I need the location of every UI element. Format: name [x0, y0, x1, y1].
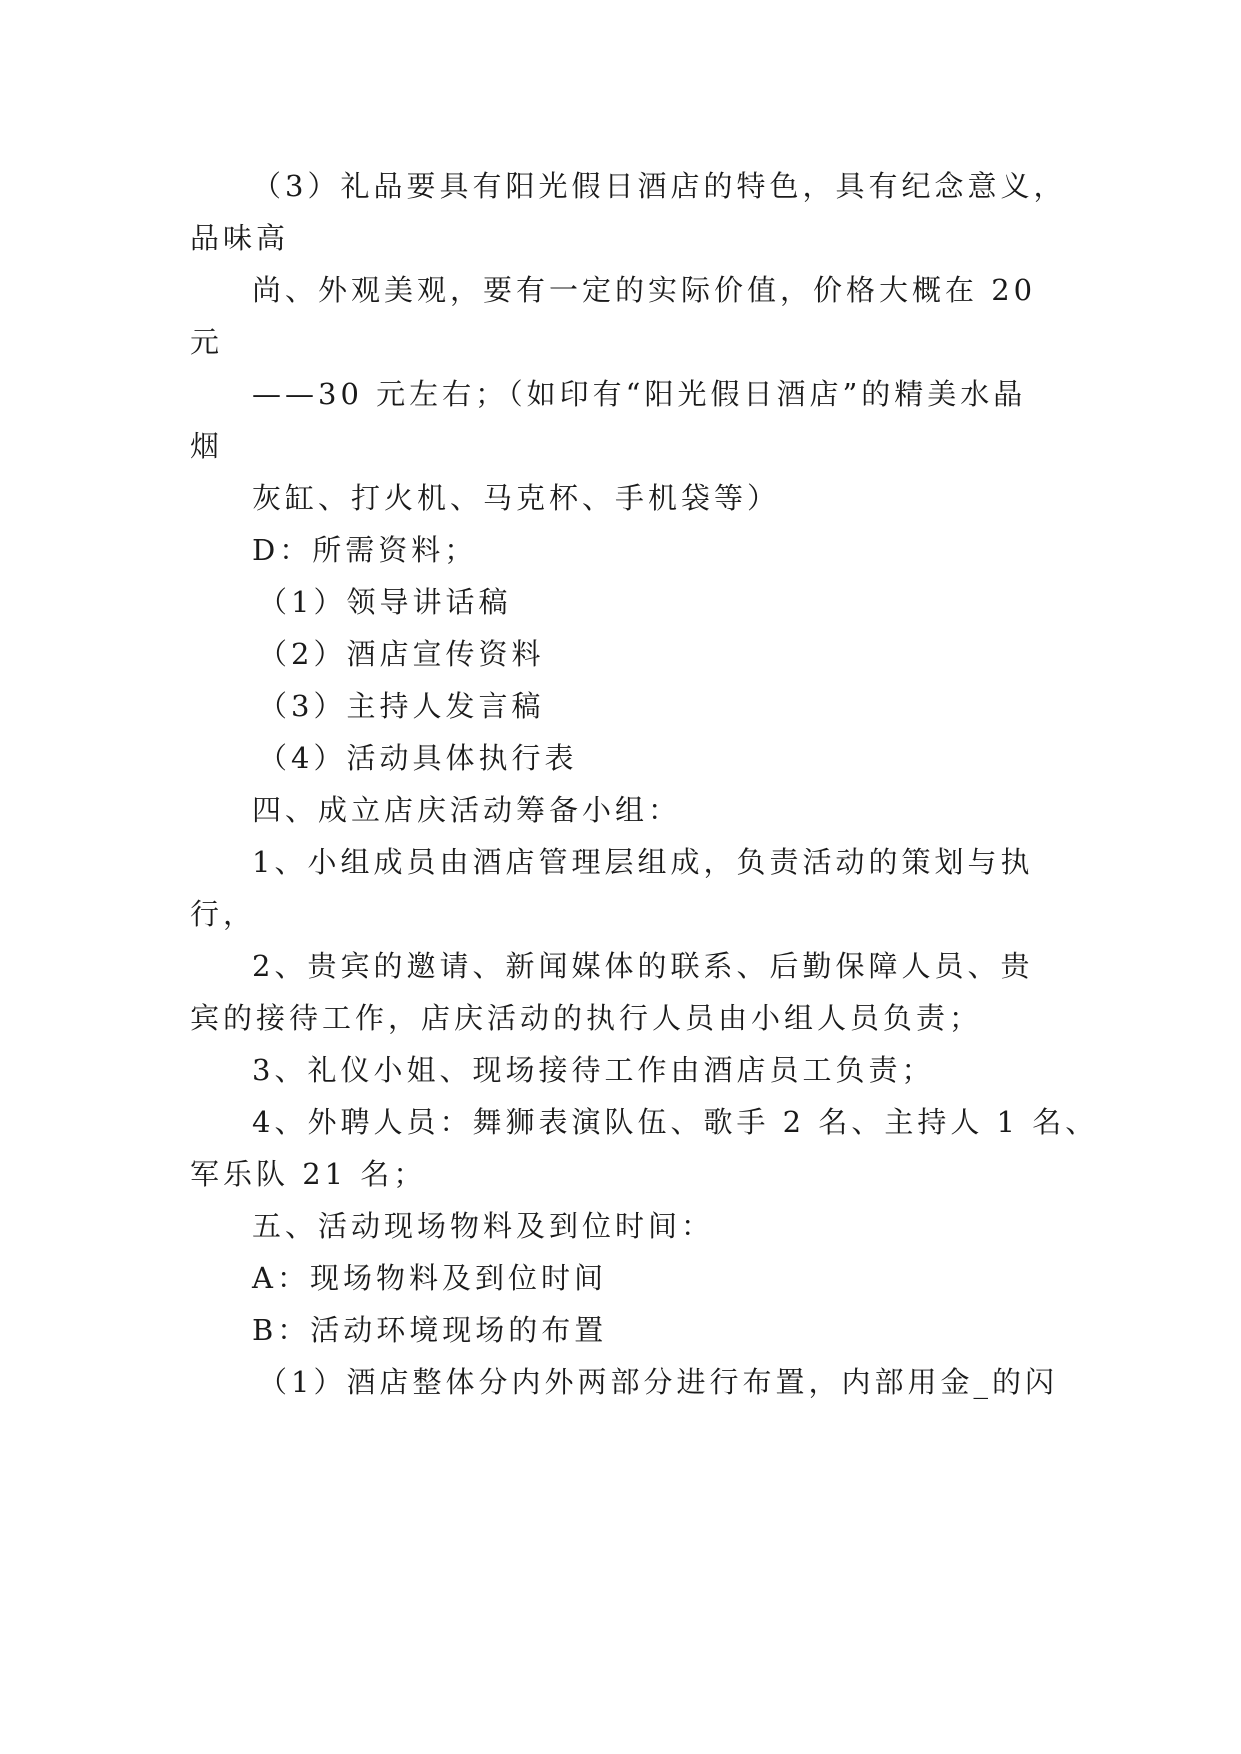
- text-line: 2、贵宾的邀请、新闻媒体的联系、后勤保障人员、贵: [252, 949, 1034, 983]
- text-line: 3、礼仪小姐、现场接待工作由酒店员工负责；: [252, 1053, 935, 1087]
- text-line: 品味高: [190, 221, 290, 255]
- text-line: 尚、外观美观，要有一定的实际价值，价格大概在 20: [252, 273, 1037, 307]
- text-line: 1、小组成员由酒店管理层组成，负责活动的策划与执: [252, 845, 1034, 879]
- text-line: （4）活动具体执行表: [258, 741, 578, 775]
- text-line: （2）酒店宣传资料: [258, 637, 545, 671]
- text-line: A：现场物料及到位时间: [252, 1261, 607, 1295]
- section-heading: 五、活动现场物料及到位时间：: [252, 1209, 715, 1243]
- text-line: ——30 元左右；（如印有“阳光假日酒店”的精美水晶: [252, 377, 1027, 411]
- text-line: 军乐队 21 名；: [190, 1157, 427, 1191]
- text-line: B：活动环境现场的布置: [252, 1313, 608, 1347]
- text-line: （1）领导讲话稿: [258, 585, 512, 619]
- text-line: （1）酒店整体分内外两部分进行布置，内部用金_的闪: [258, 1365, 1058, 1399]
- text-line: 宾的接待工作，店庆活动的执行人员由小组人员负责；: [190, 1001, 983, 1035]
- text-line: D：所需资料；: [252, 533, 478, 567]
- text-line: 4、外聘人员：舞狮表演队伍、歌手 2 名、主持人 1 名、: [252, 1105, 1099, 1139]
- text-line: 灰缸、打火机、马克杯、手机袋等）: [252, 481, 781, 515]
- section-heading: 四、成立店庆活动筹备小组：: [252, 793, 682, 827]
- text-line: （3）礼品要具有阳光假日酒店的特色，具有纪念意义，: [252, 169, 1067, 203]
- text-line: 烟: [190, 429, 224, 463]
- text-line: （3）主持人发言稿: [258, 689, 545, 723]
- text-line: 元: [190, 325, 224, 359]
- text-line: 行，: [190, 897, 257, 931]
